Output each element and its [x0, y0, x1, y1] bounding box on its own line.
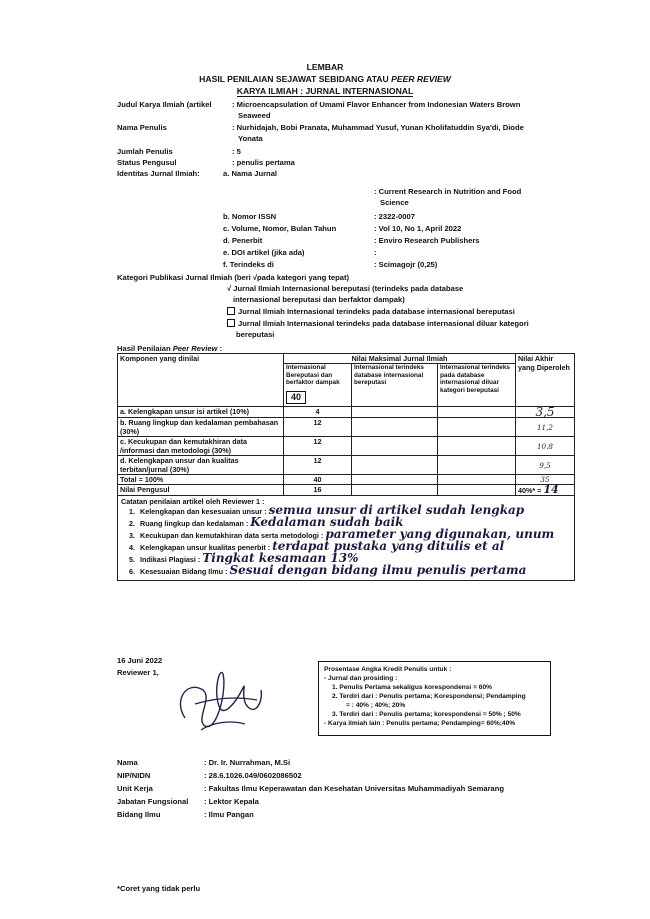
footnote: *Coret yang tidak perlu	[117, 884, 201, 893]
doc-title-hasil	[0, 74, 650, 84]
kategori-opt3	[227, 319, 529, 328]
pengusul-score-hw: 14	[543, 483, 559, 496]
row-d-score: 9,5	[516, 456, 575, 475]
catatan-num: 5.	[129, 555, 135, 564]
th-col1-box: 40	[286, 391, 306, 405]
jurnal-key-f: f. Terindeks di	[223, 260, 274, 269]
hasil-label-c: :	[217, 344, 223, 353]
doc-title-lembar: LEMBAR	[306, 62, 344, 72]
th-nilai-akhir: Nilai Akhir yang Diperoleh	[516, 354, 575, 407]
score-table	[117, 353, 575, 581]
kategori-opt3-text: Jurnal Ilmiah Internasional terindeks pada database internasional diluar kategori	[238, 319, 529, 328]
kategori-opt2-text: Jurnal Ilmiah Internasional terindeks pada database internasional bereputasi	[238, 307, 515, 316]
kategori-opt2	[227, 307, 515, 316]
jurnal-value-d: : Enviro Research Publishers	[374, 236, 480, 245]
pengusul-c2	[352, 485, 438, 496]
row-b-label: b. Ruang lingkup dan kedalaman pembahasan (30%)	[118, 418, 284, 437]
row-b-score: 11,2	[516, 418, 575, 437]
th-nilai-maks: Nilai Maksimal Jurnal Ilmiah	[284, 354, 516, 364]
catatan-label: Catatan penilaian artikel oleh Reviewer 1 :	[121, 497, 265, 506]
total-c3	[438, 475, 516, 485]
catatan-num: 6.	[129, 567, 135, 576]
info-nama-value: : Dr. Ir. Nurrahman, M.Si	[204, 758, 291, 767]
row-c-score: 10,8	[516, 437, 575, 456]
jurnal-value-f: : Scimagojr (0,25)	[374, 260, 438, 269]
th-komponen: Komponen yang dinilai	[118, 354, 284, 407]
hasil-label-a: Hasil Penilaian	[117, 344, 173, 353]
status-value: : penulis pertama	[232, 158, 295, 167]
jumlah-value: : 5	[232, 147, 241, 156]
prosentase-box	[318, 661, 551, 736]
title-text: HASIL PENILAIAN SEJAWAT SEBIDANG ATAU	[199, 74, 392, 84]
title-karya-text: KARYA ILMIAH : JURNAL INTERNASIONAL	[236, 86, 414, 96]
status-label: Status Pengusul	[117, 158, 177, 167]
row-d-max: 12	[284, 456, 352, 475]
catatan-handwriting: terdapat pustaka yang ditulis et al	[272, 539, 505, 553]
judul-label: Judul Karya Ilmiah (artikel	[117, 100, 212, 109]
info-unit-value: : Fakultas Ilmu Keperawatan dan Kesehatan Universitas Muhammadiyah Semarang	[204, 784, 505, 793]
penulis-value-1: : Nurhidajah, Bobi Pranata, Muhammad Yusuf, Yunan Kholifatuddin Sya'di, Diode	[232, 123, 524, 132]
jurnal-key-d: d. Penerbit	[223, 236, 263, 245]
catatan-handwriting: Sesuai dengan bidang ilmu penulis pertama	[229, 563, 527, 577]
jurnal-key-c: c. Volume, Nomor, Bulan Tahun	[223, 224, 337, 233]
judul-value-2: Seaweed	[238, 111, 271, 120]
row-a-score: 3,5	[516, 407, 575, 418]
prosentase-l6: - Karya ilmiah lain : Penulis pertama; Pendamping= 60%;40%	[324, 720, 516, 727]
th-col2: Internasional terindeks database internasional bereputasi	[352, 364, 438, 407]
info-bidang-key: Bidang Ilmu	[117, 810, 161, 819]
jurnal-value-a2: Science	[380, 198, 409, 207]
judul-value-1: : Microencapsulation of Umami Flavor Enhancer from Indonesian Waters Brown	[232, 100, 521, 109]
info-bidang-value: : Ilmu Pangan	[204, 810, 254, 819]
catatan-num: 1.	[129, 507, 135, 516]
catatan-text: Kelengkapan dan kesesuaian unsur :	[140, 507, 267, 516]
info-nip-key: NIP/NIDN	[117, 771, 151, 780]
row-d-c2	[352, 456, 438, 475]
identitas-label: Identitas Jurnal Ilmiah:	[117, 169, 200, 178]
catatan-text: Kelengkapan unsur kualitas penerbit :	[140, 543, 271, 552]
jurnal-key-e: e. DOI artikel (jika ada)	[223, 248, 305, 257]
jurnal-key-b: b. Nomor ISSN	[223, 212, 277, 221]
kategori-opt1: √ Jurnal Ilmiah Internasional bereputasi (terindeks pada database	[227, 284, 464, 293]
signature-image	[165, 660, 275, 740]
title-peer-review: PEER REVIEW	[391, 74, 451, 84]
catatan-text: Indikasi Plagiasi :	[140, 555, 201, 564]
penulis-value-2: Yonata	[238, 134, 263, 143]
catatan-handwriting: semua unsur di artikel sudah lengkap	[268, 503, 525, 517]
pengusul-c3	[438, 485, 516, 496]
row-b-c3	[438, 418, 516, 437]
th-col1	[284, 364, 352, 407]
prosentase-l5: 3. Terdiri dari : Penulis pertama; korespondensi = 50% ; 50%	[332, 711, 521, 718]
row-a-c2	[352, 407, 438, 418]
checkbox-icon	[227, 307, 235, 315]
info-jabatan-value: : Lektor Kepala	[204, 797, 259, 806]
catatan-handwriting: parameter yang digunakan, unum	[325, 527, 555, 541]
prosentase-l3: 2. Terdiri dari : Penulis pertama; Korespondensi; Pendamping	[332, 693, 526, 700]
total-score: 35	[516, 475, 575, 485]
hasil-label	[117, 344, 222, 353]
row-c-max: 12	[284, 437, 352, 456]
jurnal-value-c: : Vol 10, No 1, April 2022	[374, 224, 462, 233]
catatan-text: Kecukupan dan kemutakhiran data serta metodologi :	[140, 531, 324, 540]
catatan-handwriting: Kedalaman sudah baik	[250, 515, 404, 529]
kategori-opt3-b: bereputasi	[236, 330, 275, 339]
jurnal-value-b: : 2322-0007	[374, 212, 415, 221]
row-b-c2	[352, 418, 438, 437]
info-jabatan-key: Jabatan Fungsional	[117, 797, 189, 806]
pengusul-label: Nilai Pengusul	[118, 485, 284, 496]
pengusul-max: 16	[284, 485, 352, 496]
catatan-text: Kesesuaian Bidang Ilmu :	[140, 567, 228, 576]
kategori-label: Kategori Publikasi Jurnal Ilmiah (beri √pada kategori yang tepat)	[117, 273, 350, 282]
row-c-c2	[352, 437, 438, 456]
info-unit-key: Unit Kerja	[117, 784, 153, 793]
row-b-max: 12	[284, 418, 352, 437]
prosentase-l2: 1. Penulis Pertama sekaligus korespondensi = 60%	[332, 684, 492, 691]
row-c-c3	[438, 437, 516, 456]
row-a-label: a. Kelengkapan unsur isi artikel (10%)	[118, 407, 284, 418]
jurnal-key-a: a. Nama Jurnal	[223, 169, 278, 178]
catatan-list	[121, 503, 571, 578]
penulis-label: Nama Penulis	[117, 123, 167, 132]
kategori-opt1-b: internasional bereputasi dan berfaktor dampak)	[233, 295, 405, 304]
catatan-handwriting: Tingkat kesamaan 13%	[202, 551, 359, 565]
prosentase-l1: - Jurnal dan prosiding :	[324, 675, 398, 682]
catatan-text: Ruang lingkup dan kedalaman :	[140, 519, 249, 528]
total-c2	[352, 475, 438, 485]
total-label: Total = 100%	[118, 475, 284, 485]
sign-date: 16 Juni 2022	[117, 656, 163, 665]
info-nip-value: : 28.6.1026.049/0602086502	[204, 771, 302, 780]
doc-title-karya	[0, 86, 650, 96]
sign-reviewer: Reviewer 1,	[117, 668, 159, 677]
row-c-label: c. Kecukupan dan kemutakhiran data /informasi dan metodologi (30%)	[118, 437, 284, 456]
hasil-label-b: Peer Review	[172, 344, 218, 353]
catatan-num: 3.	[129, 531, 135, 540]
th-col3: Internasional terindeks pada database internasional diluar kategori bereputasi	[438, 364, 516, 407]
catatan-item	[129, 563, 571, 578]
row-a-max: 4	[284, 407, 352, 418]
prosentase-l4: = : 40% ; 40%; 20%	[346, 702, 406, 709]
pengusul-score-prefix: 40%* =	[518, 486, 544, 495]
jurnal-value-a: : Current Research in Nutrition and Food	[374, 187, 522, 196]
total-max: 40	[284, 475, 352, 485]
prosentase-title: Prosentase Angka Kredit Penulis untuk :	[324, 666, 452, 673]
row-d-label: d. Kelengkapan unsur dan kualitas terbitan/jurnal (30%)	[118, 456, 284, 475]
row-d-c3	[438, 456, 516, 475]
th-col1-text: Internasional Bereputasi dan berfaktor dampak	[286, 364, 340, 387]
row-a-c3	[438, 407, 516, 418]
jurnal-value-e: :	[374, 248, 377, 257]
catatan-cell	[118, 496, 575, 581]
catatan-num: 2.	[129, 519, 135, 528]
catatan-num: 4.	[129, 543, 135, 552]
info-nama-key: Nama	[117, 758, 138, 767]
checkbox-icon	[227, 319, 235, 327]
jumlah-label: Jumlah Penulis	[117, 147, 173, 156]
pengusul-score	[516, 485, 575, 496]
